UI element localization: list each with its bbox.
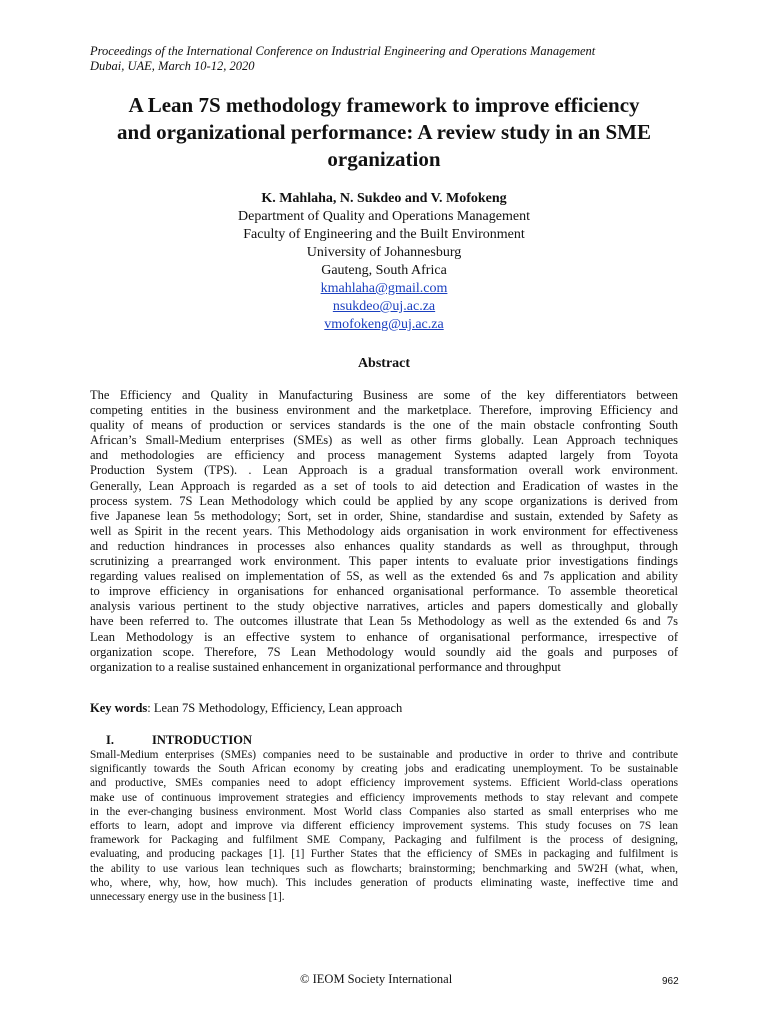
abstract-line: The Efficiency and Quality in Manufacturing Business are some of the key differentiators between: [90, 388, 678, 402]
abstract-line: Production System (TPS). . Lean Approach is a gradual transformation overall work environment.: [90, 463, 678, 478]
abstract-line: have been referred to. The outcomes illustrate that Lean 5s Methodology as well as the extended 6s and 7s: [90, 614, 678, 629]
title-line: organization: [327, 147, 441, 171]
email-link[interactable]: nsukdeo@uj.ac.za: [332, 299, 436, 314]
email-link[interactable]: kmahlaha@gmail.com: [320, 281, 448, 296]
introduction-body: [90, 748, 678, 904]
affiliation-line: University of Johannesburg: [306, 245, 462, 260]
conference-name: Proceedings of the International Conference on Industrial Engineering and Operations Management: [90, 44, 596, 58]
affiliation-line: Faculty of Engineering and the Built Environment: [243, 227, 525, 242]
keywords-label: Key words: [90, 701, 148, 715]
abstract-line: African’s Small-Medium enterprises (SMEs) as well as other firms globally. Lean Approach techniques: [90, 433, 678, 448]
introduction-line: framework for Packaging and fulfilment SME Company, Packaging and fulfilment is the process of designing,: [90, 834, 678, 847]
running-header: [90, 44, 690, 74]
introduction-line: make use of continuous improvement strategies and efficiency improvements methods to stay relevant and compete: [90, 791, 678, 804]
introduction-line: who, where, why, how, how much). This includes generation of products eliminating waste, ineffective time and: [90, 876, 678, 889]
introduction-line: efforts to learn, adopt and improve via different efficiency improvement systems. This study focuses on 7S lean: [90, 820, 678, 833]
affiliation-line: Department of Quality and Operations Management: [238, 209, 530, 224]
abstract-line: and methodologies are efficiency and process management Systems adapted largely from Toyota: [90, 448, 678, 463]
introduction-line: evaluating, and producing packages [1]. [1] Further States that the efficiency of SMEs in packaging and fulfilment is: [90, 848, 678, 861]
keywords: [90, 701, 678, 716]
introduction-line: unnecessary energy use in the business [1].: [90, 891, 285, 904]
author-names: K. Mahlaha, N. Sukdeo and V. Mofokeng: [261, 191, 507, 206]
introduction-line: in the ever-changing business environment. Most World class Companies also started as small enterprises who me: [90, 805, 678, 818]
introduction-line: Small-Medium enterprises (SMEs) companies need to be sustainable and productive in order to thrive and contribute: [90, 749, 678, 761]
abstract-line: and reduction hindrances in processes also enhances quality standards as well as throughput, through: [90, 538, 678, 553]
introduction-line: the ability to use various lean techniques such as flowcharts; brainstorming; benchmarking and 5W2H (what, when,: [90, 862, 678, 875]
abstract-line: well as Spirit in the recent years. This Methodology aids organisation in work environment for effectiveness: [90, 523, 678, 538]
abstract-line: to improve efficiency in organisations for enhanced organisational performance. To assemble theoretical: [90, 584, 678, 599]
abstract-line: organization to a realise sustained enhancement in organizational performance and throughput: [90, 659, 561, 674]
keywords-text: : Lean 7S Methodology, Efficiency, Lean approach: [147, 701, 403, 715]
introduction-line: significantly towards the South African economy by creating jobs and eradicating unemployment. To be sustainable: [90, 763, 678, 776]
abstract-line: scrutinizing a prearranged work environment. This paper intents to evaluate prior investigations findings: [90, 554, 678, 569]
abstract-line: Lean Methodology is an effective system to enhance of organisational performance, irrespective of: [90, 629, 678, 644]
abstract-line: analysis various pertinent to the study objective narratives, articles and papers domestically and globally: [90, 599, 678, 614]
abstract-line: Generally, Lean Approach is regarded as a set of tools to aid detection and Eradication of wastes in the: [90, 478, 678, 493]
affiliation-line: Gauteng, South Africa: [321, 263, 447, 278]
abstract-heading: Abstract: [357, 356, 411, 371]
email-link[interactable]: vmofokeng@uj.ac.za: [324, 317, 444, 332]
section-heading-introduction: [106, 733, 252, 748]
section-title: INTRODUCTION: [152, 733, 253, 747]
abstract-line: regarding values realised on implementation of 5S, as well as the extended 6s and 7s application and ability: [90, 569, 678, 584]
paper-title: [60, 92, 708, 173]
page-number: 962: [662, 976, 679, 987]
abstract-line: five Japanese lean 5s methodology; Sort, set in order, Shine, standardise and sustain, extended by Safety as: [90, 508, 678, 523]
abstract-line: organization scope. Therefore, 7S Lean Methodology would soundly aid the goals and purposes of: [90, 644, 678, 659]
title-line: A Lean 7S methodology framework to improve efficiency: [128, 93, 640, 117]
abstract-body: [90, 388, 678, 675]
abstract-line: competing entities in the business environment and the marketplace. Therefore, improving Efficiency and: [90, 403, 678, 418]
title-line: and organizational performance: A review study in an SME: [117, 120, 651, 144]
abstract-line: process system. 7S Lean Methodology which could be applied by any scope organizations is derived from: [90, 493, 678, 508]
author-block: [100, 190, 668, 334]
copyright-footer: © IEOM Society International: [300, 972, 453, 986]
abstract-line: quality of means of production or services standards is the one of the main obstacle confronting South: [90, 418, 678, 433]
section-number: I.: [106, 733, 114, 747]
introduction-line: and productive, SMEs companies need to adopt efficiency improvement systems. Efficient World-class operations: [90, 777, 678, 790]
conference-location-date: Dubai, UAE, March 10-12, 2020: [90, 59, 255, 73]
